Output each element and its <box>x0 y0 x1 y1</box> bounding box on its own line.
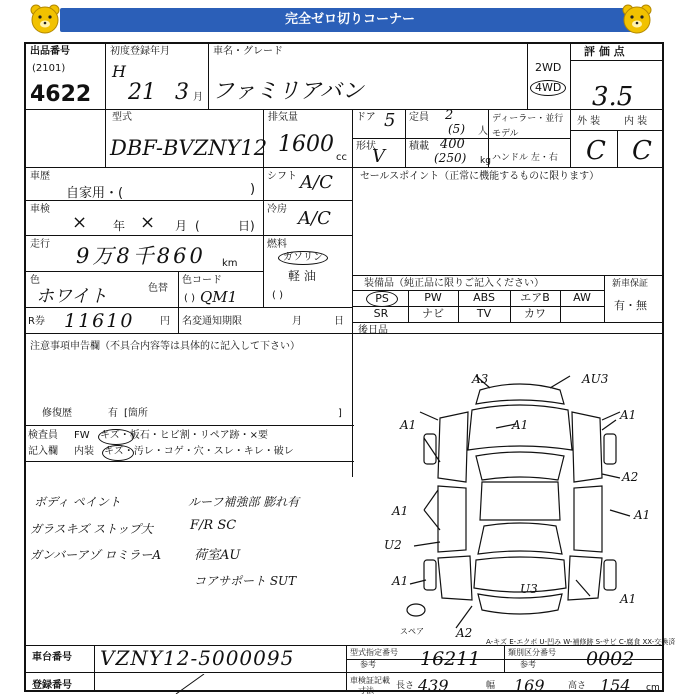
type-number-sub: 参考 <box>360 660 376 669</box>
sales-point-label: セールスポイント（正常に機能するものに限ります） <box>360 171 600 182</box>
exterior-grade: C <box>586 136 606 166</box>
inspector-entry-label: 記入欄 <box>28 446 58 457</box>
car-name: ファミリアバン <box>212 79 364 104</box>
damage-mark: AU3 <box>582 372 609 386</box>
inspector-label: 検査員 <box>28 430 58 441</box>
equipment-leather: カワ <box>524 307 546 320</box>
history-value: 自家用・( <box>66 186 124 201</box>
damage-legend: A-キズ E-エクボ U-凹み W-補修跡 S-サビ C-腐食 XX-交換済 <box>486 638 676 646</box>
capacity-label: 定員 <box>409 112 429 123</box>
damage-mark: A1 <box>620 592 637 606</box>
capacity-value: 2 <box>445 108 454 123</box>
shift-value: A/C <box>300 172 333 193</box>
reg-era: H <box>112 62 126 81</box>
remark-1: ボディ ペイント <box>34 495 121 509</box>
remark-3: ガラスキズ ストップ大 <box>30 522 153 536</box>
aircon-label: 冷房 <box>267 204 287 215</box>
drive-4wd: 4WD <box>530 80 566 96</box>
size-label-2: 寸法 <box>358 686 374 695</box>
model-label: 型式 <box>112 112 132 123</box>
damage-mark: A1 <box>392 574 409 588</box>
reg-label: 初度登録年月 <box>110 46 170 57</box>
mileage-value: 9万8千860 <box>76 244 206 268</box>
damage-mark: U2 <box>384 538 402 552</box>
length-value: 439 <box>418 676 449 695</box>
score-label: 評 価 点 <box>584 45 625 58</box>
damage-mark: A1 <box>400 418 417 432</box>
car-name-label: 車名・グレード <box>213 46 283 57</box>
bear-mascot-icon <box>620 3 654 37</box>
load-unit: kg <box>480 156 491 166</box>
inspector-fw: FW <box>74 430 90 441</box>
score-value: 3.5 <box>592 82 634 112</box>
inspection-month-unit: 月 <box>175 219 188 233</box>
name-change-month: 月 <box>292 316 302 327</box>
color-code-other: ( ) <box>184 293 195 304</box>
shift-label: シフト <box>267 171 297 182</box>
remark-7: コアサポート SUT <box>194 574 297 588</box>
damage-mark: A2 <box>456 626 473 640</box>
mileage-label: 走行 <box>30 239 50 250</box>
lot-number: 4622 <box>30 82 92 107</box>
model-year-label: モデル <box>492 129 519 139</box>
width-label: 幅 <box>486 681 496 691</box>
inspection-day-unit: 日) <box>238 219 255 233</box>
handle-label: ハンドル 左・右 <box>492 153 558 163</box>
chassis-label: 車台番号 <box>32 652 72 663</box>
damage-mark: A3 <box>472 372 489 386</box>
equipment-navi: ナビ <box>422 307 444 320</box>
equipment-aw: AW <box>573 291 591 304</box>
damage-mark: A1 <box>620 408 637 422</box>
length-label: 長さ <box>396 681 415 691</box>
reg-month-unit: 月 <box>193 92 203 103</box>
height-label: 高さ <box>568 681 587 691</box>
class-number-sub: 参考 <box>520 660 536 669</box>
doors-value: 5 <box>384 110 396 131</box>
color-change-label: 色替 <box>148 283 168 294</box>
color-label: 色 <box>30 275 40 286</box>
inspection-year-unit: 年 <box>113 219 126 233</box>
fuel-label: 燃料 <box>267 239 287 250</box>
fuel-other: ( ) <box>272 290 283 301</box>
history-label: 車歴 <box>30 171 50 182</box>
interior-grade: C <box>632 136 652 166</box>
color-code: QM1 <box>200 288 238 306</box>
circle-mark <box>98 429 134 445</box>
interior-label: 内 装 <box>624 116 648 127</box>
equipment-tv: TV <box>476 307 492 320</box>
shape-label: 形状 <box>356 141 376 152</box>
size-label-1: 車検証記載 <box>350 676 390 685</box>
inspector-interior: 内装 <box>74 446 94 457</box>
registration-label: 登録番号 <box>32 680 72 691</box>
remark-6: 荷室AU <box>194 548 241 563</box>
inspector-exterior-row: キズ・板石・ヒビ割・リペア跡・×要 <box>100 430 268 441</box>
remark-4: F/R SC <box>190 518 237 533</box>
repair-close: ] <box>338 408 342 419</box>
spare-label: スペア <box>400 627 424 636</box>
color-code-label: 色コード <box>182 275 222 286</box>
lot-sub: (2101) <box>32 63 66 74</box>
exterior-label: 外 装 <box>577 116 601 127</box>
car-damage-diagram <box>380 370 660 640</box>
engine-value: 1600 <box>278 132 334 157</box>
inspection-label: 車検 <box>30 204 50 215</box>
width-value: 169 <box>514 676 545 695</box>
damage-mark: U3 <box>520 582 538 596</box>
fuel-diesel: 軽 油 <box>288 269 316 283</box>
damage-mark: A2 <box>622 470 639 484</box>
remark-2: ルーフ補強部 膨れ有 <box>188 495 300 509</box>
remark-5: ガンバーアゾ ロミラーA <box>30 548 162 562</box>
inspection-day-open: ( <box>195 219 200 233</box>
recycle-unit: 円 <box>160 316 170 327</box>
chassis-number: VZNY12-5000095 <box>100 646 295 670</box>
inspection-month: × <box>140 212 156 233</box>
reg-year: 21 <box>128 80 156 105</box>
notes-label: 注意事項申告欄（不具合内容等は具体的に記入して下さい） <box>30 341 300 352</box>
class-number-label: 類別区分番号 <box>508 648 556 657</box>
bear-mascot-icon <box>28 3 62 37</box>
engine-label: 排気量 <box>268 112 298 123</box>
recycle-label: R券 <box>28 316 45 327</box>
drive-2wd: 2WD <box>535 61 562 74</box>
equipment-airbag: エアB <box>520 291 550 304</box>
damage-mark: A1 <box>634 508 651 522</box>
doors-label: ドア <box>356 112 376 123</box>
history-close: ) <box>250 182 256 197</box>
shape-value: V <box>372 146 385 167</box>
repair-place: [箇所 <box>124 408 148 419</box>
capacity-unit: 人 <box>478 126 488 137</box>
dealer-label: ディーラー・並行 <box>492 114 564 124</box>
color-value: ホワイト <box>36 286 108 307</box>
new-car-warranty-label: 新車保証 <box>612 279 649 289</box>
class-number: 0002 <box>586 648 635 670</box>
height-value: 154 <box>600 676 631 695</box>
circle-mark <box>102 445 134 461</box>
model-value: DBF-BVZNY12 <box>110 136 268 160</box>
name-change-label: 名変通知期限 <box>182 316 242 327</box>
engine-unit: cc <box>336 152 347 163</box>
equipment-label: 装備品（純正品に限りご記入ください） <box>364 278 544 289</box>
name-change-day: 日 <box>334 316 344 327</box>
lot-label: 出品番号 <box>30 46 70 57</box>
damage-mark: A1 <box>392 504 409 518</box>
type-number: 16211 <box>420 648 481 670</box>
load-sub: (250) <box>434 151 467 165</box>
new-car-warranty-value: 有・無 <box>614 299 647 312</box>
load-value: 400 <box>440 137 465 152</box>
load-label: 積載 <box>409 141 429 152</box>
equipment-ps: PS <box>366 291 398 307</box>
banner-title: 完全ゼロ切りコーナー <box>60 8 640 32</box>
capacity-sub: (5) <box>448 122 465 136</box>
equipment-pw: PW <box>424 291 442 304</box>
backseat-label: 後日品 <box>358 325 388 336</box>
reg-month: 3 <box>175 80 189 105</box>
aircon-value: A/C <box>298 208 331 229</box>
damage-mark: A1 <box>512 418 529 432</box>
size-unit: cm <box>646 683 660 693</box>
fuel-gasoline: ガソリン <box>278 251 328 265</box>
inspector-interior-row: キズ・汚レ・コゲ・穴・スレ・キレ・破レ <box>104 446 294 457</box>
mileage-unit: km <box>222 258 238 269</box>
diagonal-strike <box>170 674 210 694</box>
equipment-abs: ABS <box>473 291 495 304</box>
repair-history-label: 修復歴 <box>42 408 72 419</box>
recycle-value: 11610 <box>64 310 135 332</box>
equipment-sr: SR <box>373 307 389 320</box>
type-number-label: 型式指定番号 <box>350 648 398 657</box>
repair-history-value: 有 <box>108 408 118 419</box>
inspection-year: × <box>72 212 88 233</box>
